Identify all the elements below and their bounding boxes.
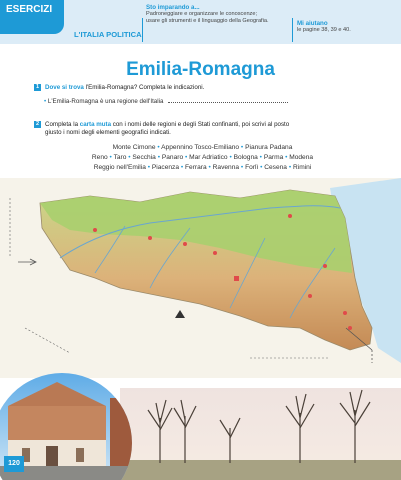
city-marker <box>93 228 97 232</box>
question-1-body: l'Emilia-Romagna? Completa le indicazioni. <box>83 84 205 91</box>
separator: • <box>259 154 262 161</box>
word: Appennino Tosco-Emiliano <box>161 144 240 151</box>
help-heading: Mi aiutano <box>297 20 328 27</box>
word: Forlì <box>245 164 259 171</box>
field <box>120 460 401 480</box>
question-1-keyword: Dove si trova <box>45 84 84 91</box>
section-title: L'ITALIA POLITICA <box>74 30 142 39</box>
separator: • <box>128 154 131 161</box>
question-2-body: con i nomi delle regioni e degli Stati confinanti, poi scrivi al posto <box>111 121 290 128</box>
question-2-keyword: carta muta <box>79 121 112 128</box>
question-number: 2 <box>35 121 40 127</box>
separator: • <box>240 144 244 151</box>
esercizi-label: ESERCIZI <box>6 4 53 15</box>
header-divider <box>142 18 143 42</box>
word-bank-row <box>30 163 375 173</box>
question-2-body: giusto i nomi degli elementi geografici indicati. <box>45 129 171 136</box>
bullet-icon: • <box>44 98 47 105</box>
separator: • <box>180 164 184 171</box>
word: Panaro <box>161 154 184 161</box>
word-bank-row <box>30 153 375 163</box>
word: Cesena <box>264 164 287 171</box>
answer-line[interactable] <box>168 102 288 103</box>
learning-heading: Sto imparando a... <box>146 4 200 11</box>
word: Ferrara <box>185 164 207 171</box>
separator: • <box>229 154 232 161</box>
city-marker <box>288 214 292 218</box>
word-bank <box>30 143 375 173</box>
learning-line: usare gli strumenti e il linguaggio della Geografia. <box>146 18 269 24</box>
question-1-bullet <box>44 98 288 105</box>
city-marker <box>323 264 327 268</box>
word: Monte Cimone <box>112 144 156 151</box>
word: Ravenna <box>212 164 240 171</box>
separator: • <box>147 164 151 171</box>
word: Pianura Padana <box>245 144 293 151</box>
help-text: le pagine 38, 39 e 40. <box>297 27 351 33</box>
question-2-pre: Completa la <box>45 121 80 128</box>
city-marker <box>308 294 312 298</box>
page-number: 120 <box>4 456 24 472</box>
word: Secchia <box>132 154 156 161</box>
bullet-text: L'Emilia-Romagna è una regione dell'Italia <box>47 98 164 105</box>
word: Modena <box>289 154 314 161</box>
city-marker <box>348 326 352 330</box>
word: Rimini <box>292 164 312 171</box>
word: Piacenza <box>151 164 180 171</box>
separator: • <box>109 154 112 161</box>
separator: • <box>208 164 211 171</box>
word-bank-row <box>30 143 375 153</box>
help-box <box>297 20 397 34</box>
separator: • <box>240 164 244 171</box>
question-number: 1 <box>35 84 40 90</box>
word: Mar Adriatico <box>189 154 228 161</box>
separator: • <box>157 144 160 151</box>
word: Bologna <box>233 154 258 161</box>
city-marker <box>183 242 187 246</box>
city-marker <box>148 236 152 240</box>
header-divider <box>292 18 293 42</box>
word: Taro <box>113 154 127 161</box>
blank-region-map <box>0 178 401 378</box>
separator: • <box>260 164 263 171</box>
separator: • <box>288 164 292 171</box>
word: Reggio nell'Emilia <box>93 164 146 171</box>
photo-strip <box>0 368 401 480</box>
separator: • <box>184 154 188 161</box>
city-marker <box>213 251 217 255</box>
word: Parma <box>263 154 284 161</box>
city-marker <box>343 311 347 315</box>
learning-line: Padroneggiare e organizzare le conoscenze; <box>146 11 258 17</box>
question-2-text <box>45 121 365 137</box>
question-1-text <box>45 84 204 92</box>
learning-box <box>146 4 286 25</box>
word: Reno <box>91 154 108 161</box>
page-title: Emilia-Romagna <box>126 59 275 80</box>
separator: • <box>285 154 288 161</box>
esercizi-tab <box>0 0 64 34</box>
capital-marker <box>234 276 239 281</box>
separator: • <box>157 154 161 161</box>
